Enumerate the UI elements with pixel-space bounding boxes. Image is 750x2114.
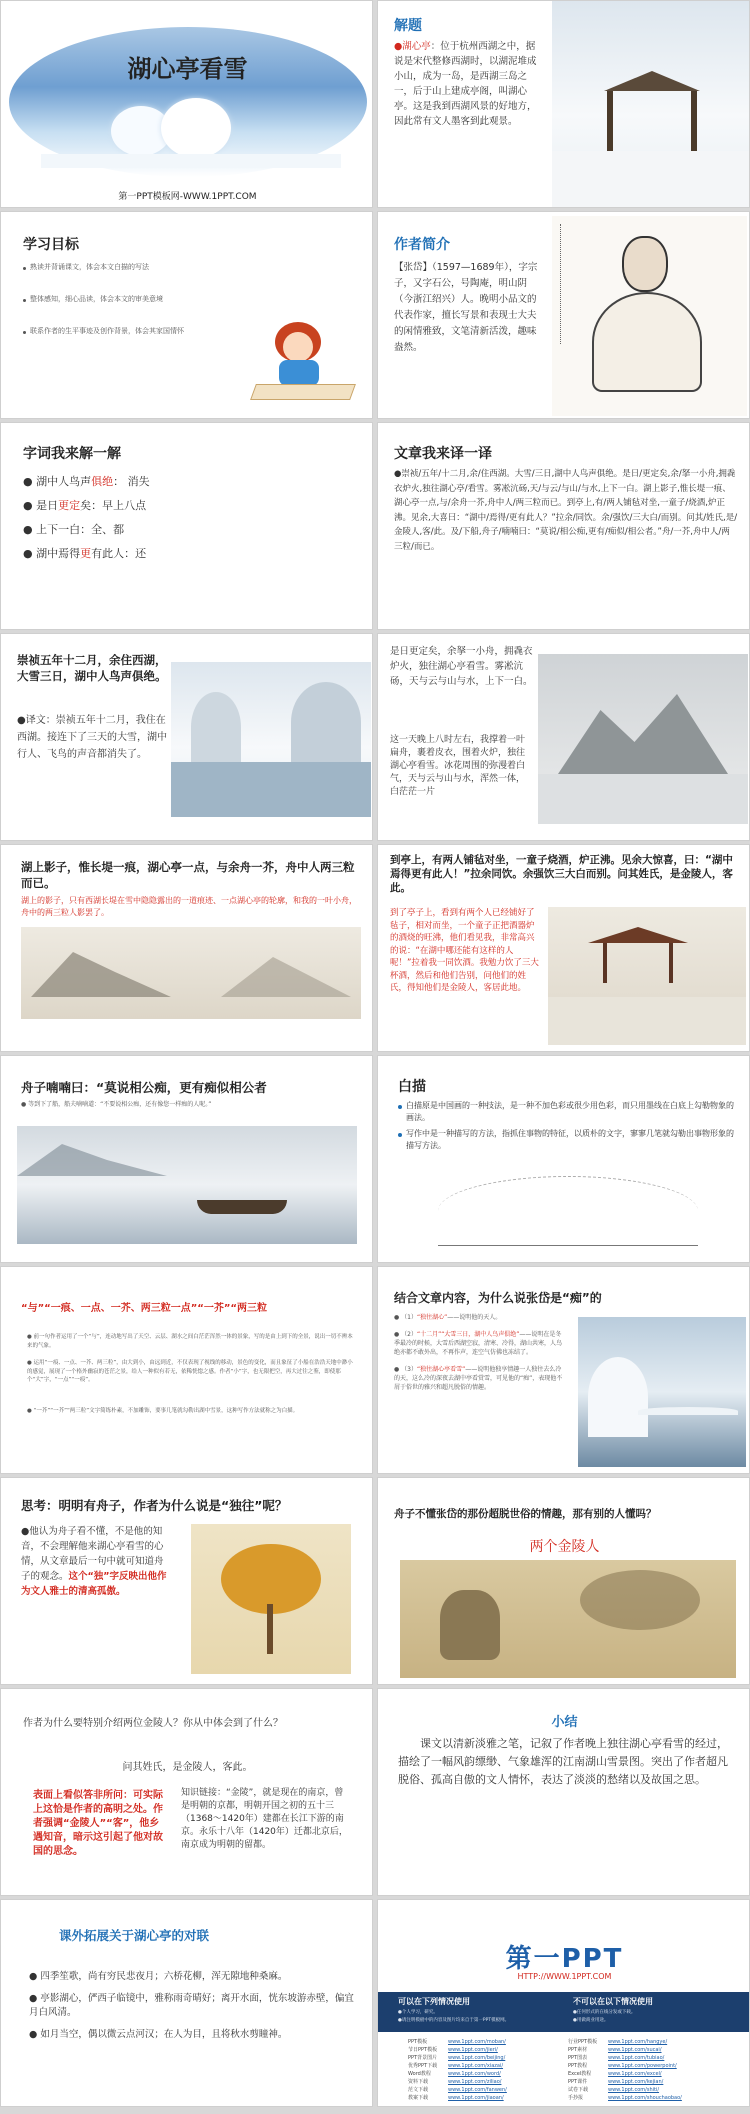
slide-heading: 解题 [394,18,422,34]
analysis-paragraph-1: ● 前一句作者运用了一个“与”，连动地写出了天空、云层、湖水之间白茫茫浑然一体的景象，写的是由上到下的全景，说出一切不辨本来的气象。 [27,1334,353,1349]
cover-footer: 第一PPT模板网-WWW.1PPT.COM [118,192,257,202]
knowledge-link: 知识链接：“金陵”，就是现在的南京，曾是明朝的京都，明朝开国之初的五十三（1368～1420年）建都在长江下游的南京。永乐十八年（1420年）迁都北京后，南京成为明朝的留都。 [181,1788,348,1850]
list-item: ● 是日更定矣：早上八点 [23,499,147,512]
slide-10 [377,844,750,1052]
word-list [23,475,343,561]
zhang-dai-portrait [552,216,747,416]
slide-heading: 舟子不懂张岱的那份超脱世俗的情趣，那有别的人懂吗？ [394,1508,657,1520]
link-label: PPT背景图片 [408,2055,438,2061]
link-label: 教案下载 [408,2095,429,2101]
link-label: 资料下载 [408,2079,429,2085]
link-row [408,2062,738,2070]
slide-heading: 文章我来译一译 [394,446,492,462]
link-url[interactable]: www.1ppt.com/word/ [448,2071,501,2077]
link-url[interactable]: www.1ppt.com/excel/ [608,2071,662,2077]
allowed-item: ●请注明模板中的内容及图片均来自于第一PPT模板网。 [398,2018,510,2023]
list-item: ● 湖中人鸟声俱绝： 消失 [23,475,150,488]
quote-text: 问其姓氏，是金陵人，客此。 [122,1762,253,1773]
translation-text: ●译文：崇祯五年十二月，我住在西湖。接连下了三天的大雪，湖中行人、飞鸟的声音都消失了。 [17,715,167,760]
slide-15 [0,1477,373,1685]
link-label: PPT课件 [568,2079,588,2085]
original-text: 是日更定矣，余拏一小舟，拥毳衣炉火，独往湖心亭看雪。雾凇沆砀，天与云与山与水，上下一白。 [390,646,533,687]
slide-20 [377,1899,750,2107]
slide-heading: 思考：明明有舟子，作者为什么说是“独往”呢？ [21,1498,288,1513]
link-url[interactable]: www.1ppt.com/hangye/ [608,2039,668,2045]
slide-7 [0,633,373,841]
link-url[interactable]: www.1ppt.com/sucai/ [608,2047,662,2053]
link-url[interactable]: www.1ppt.com/shiti/ [608,2087,660,2093]
intro-lead: ●湖心亭 [394,41,431,52]
intro-text [394,39,544,129]
list-item: 联系作者的生平事迹及创作背景，体会其家国情怀 [30,327,184,335]
slide-6 [377,422,750,630]
link-row [408,2078,738,2086]
link-url[interactable]: www.1ppt.com/moban/ [448,2039,506,2045]
slide-3 [0,211,373,419]
slide-2 [377,0,750,208]
pavilion-snow-photo [552,1,750,208]
link-label: Excel教程 [568,2071,592,2077]
link-row [408,2054,738,2062]
slide-11 [0,1055,373,1263]
link-row [408,2086,738,2094]
list-item: ● （1）“独往湖心”——说明他的天人。 [394,1314,502,1321]
slide-heading: 课外拓展关于湖心亭的对联 [59,1928,210,1943]
snowy-lake-photo [171,662,371,817]
link-url[interactable]: www.1ppt.com/kejian/ [608,2079,664,2085]
answer-text: 表面上看似答非所问：可实际上这恰是作者的高明之处。作者强调“金陵人”“客”，他乡遇知音，暗示这引起了他对故国的思念。 [33,1790,163,1857]
link-url[interactable]: www.1ppt.com/ziliao/ [448,2079,502,2085]
snow-mountain-painting [538,654,748,824]
link-table [408,2038,738,2102]
link-label: 试卷下载 [568,2087,589,2093]
slide-17 [0,1688,373,1896]
link-url[interactable]: www.1ppt.com/shouchaobao/ [608,2095,682,2101]
autumn-tree-painting [191,1524,351,1674]
pavilion-painting [548,907,746,1045]
baimiao-list [398,1100,738,1152]
link-label: 行业PPT模板 [568,2039,598,2045]
translation-text: ● 等到下了船，船夫喃喃道：“不要说相公痴，还有像您一样痴的人呢。” [21,1101,212,1108]
list-item: ● （2）“十二月”“大雪三日，湖中人鸟声俱绝”——说明在是冬季最冷的时候，大雪后西湖空寂，清寒、冷得，湖山共寒，人鸟绝亦都不敢外出，不再作声，连空气仿佛也冻结了。 [394,1331,563,1356]
translation-text: ●崇祯/五年/十二月,余/住西湖。大雪/三日,湖中人鸟声俱绝。是日/更定矣,余/拏一小舟,拥毳衣炉火,独往湖心亭/看雪。雾凇沆砀,天/与云/与山/与水,上下一白。湖上影子,惟长堤一痕、湖心亭一点,与/余舟一芥,舟中人/两三粒而已。到亭上,有/两人铺毡对坐,一童子/烧酒,炉正沸。见余,大喜曰：“湖中/焉得/更有此人？”拉余/同饮。余/强饮/三大白/而别。问其/姓氏,是/金陵人,客/此。及/下船,舟子/喃喃曰：“莫说/相公痴,更有/痴似/相公者。”舟/一芥,舟中人/两三粒/而已。 [394,469,738,552]
slide-12 [377,1055,750,1263]
link-label: PPT模板 [408,2039,428,2045]
allowed-heading: 可以在下列情况使用 [398,1997,470,2006]
link-url[interactable]: www.1ppt.com/jiaoan/ [448,2095,504,2101]
slide-14 [377,1266,750,1474]
link-url[interactable]: www.1ppt.com/fanwen/ [448,2087,507,2093]
link-url[interactable]: www.1ppt.com/beijing/ [448,2055,506,2061]
slide-heading: 学习目标 [23,237,79,253]
couplet-list [29,1970,359,2042]
slide-5 [0,422,373,630]
link-url[interactable]: www.1ppt.com/xiazai/ [448,2063,504,2069]
answer-text: 两个金陵人 [529,1539,600,1555]
slide-heading: 舟子喃喃曰：“莫说相公痴，更有痴似相公者 [21,1080,267,1095]
slide-heading: 小结 [551,1715,578,1730]
link-label: PPT素材 [568,2047,588,2053]
slide-16 [377,1477,750,1685]
slide-4 [377,211,750,419]
link-url[interactable]: www.1ppt.com/jieri/ [448,2047,498,2053]
slide-heading: 作者简介 [394,237,450,253]
link-label: PPT图表 [568,2055,588,2061]
brand-url[interactable]: HTTP://WWW.1PPT.COM [517,1972,612,1981]
ink-landscape-painting [21,927,361,1019]
link-row [408,2046,738,2054]
link-label: 优秀PPT下载 [408,2063,438,2069]
list-item: 整体感知，细心品读，体会本文的审美意境 [30,295,163,303]
slide-heading: 到亭上，有两人铺毡对坐，一童子烧酒，炉正沸。见余大惊喜，曰：“湖中焉得更有此人！”拉余同饮。余强饮三大白而别。问其姓氏，是金陵人，客此。 [390,854,733,894]
link-label: 范文下载 [408,2087,429,2093]
link-row [408,2070,738,2078]
link-label: 手抄报 [568,2095,584,2101]
list-item: ● 上下一白：全、都 [23,523,125,536]
disallowed-heading: 不可以在以下情况使用 [573,1997,653,2006]
list-item: 白描原是中国画的一种技法，是一种不加色彩或很少用色彩，而只用墨线在白底上勾勒物象的画法。 [406,1101,734,1122]
chi-reason-list [394,1313,564,1392]
link-label: PPT教程 [568,2063,588,2069]
analysis-paragraph-2: ● 运用“一痕、一点、一芥、两三粒”，由大到小，由远到近，不仅表现了视线的移动，景色的变化，而且象征了小船在浩浩天地中渺小的感觉，展现了一个格外幽寂的苍茫之景，给人一种似有若无，依稀恍惚之感。作者“小”字，也无限把空，再大过往之鉴，即使那个“大”字，“一点”“一痕”。 [27,1360,353,1383]
disallowed-item: ●用做商业用途。 [573,2018,609,2023]
link-row [408,2038,738,2046]
slide-heading: 崇祯五年十二月，余住西湖，大雪三日，湖中人鸟声俱绝。 [17,653,167,683]
slide-19 [0,1899,373,2107]
slide-13 [0,1266,373,1474]
disallowed-item: ●任何形式的在线分发或下载。 [573,2010,636,2015]
summary-text: 课文以清新淡雅之笔，记叙了作者晚上独往湖心亭看雪的经过，描绘了一幅风韵缥缈、气象雄浑的江南湖山雪景图。突出了作者超凡脱俗、孤高自傲的文人情怀，表达了淡淡的愁绪以及故国之思。 [398,1737,728,1786]
boat-snow-painting [17,1126,357,1244]
link-label: 节日PPT模板 [408,2047,438,2053]
link-url[interactable]: www.1ppt.com/powerpoint/ [608,2063,677,2069]
slide-heading: 白描 [398,1079,426,1095]
allowed-item: ●个人学习，研究。 [398,2010,438,2015]
list-item: 熟读并背诵课文，体会本文白描的写法 [30,263,149,271]
list-item: ● 湖中焉得更有此人：还 [23,547,147,560]
slide-heading: “与”“一痕、一点、一芥、两三粒一点”“一芥”“两三粒 [21,1303,268,1314]
intro-body: ：位于杭州西湖之中，据说是宋代整修西湖时，以湖泥堆成小山，成为一岛，是西湖三岛之一，后于山上建成亭阁，叫湖心亭。这是我到西湖风景的好地方，因此常有文人墨客到此观景。 [394,41,537,127]
slide-9 [0,844,373,1052]
line-sketch-illustration [398,1166,738,1256]
list-item: ● 四季笙歌，尚有穷民悲夜月；六桥花柳，浑无隙地种桑麻。 [29,1971,288,1982]
author-text: 【张岱】（1597—1689年），字宗子，又字石公，号陶庵，明山阴（今浙江绍兴）人。晚明小品文的代表作家，擅长写景和表现士大夫的闲情雅致，文笔清新活泼，趣味盎然。 [394,262,538,353]
list-item: ● （3）“独往湖心亭看雪”——说明他独享情趣一人独往去么冷的天，这么冷的深夜去湖中亭看赏雪，可见他的“痴”，表现他不屑于俗世的雅兴和超凡脱俗的情趣。 [394,1366,563,1391]
link-label: Word教程 [408,2071,431,2077]
slide-heading: 字词我来解一解 [23,446,121,462]
list-item: ● 亭影湖心，俨西子临镜中，雅称雨奇晴好；离开水面，恍东坡游赤壁，偏宜月白风清。 [29,1993,354,2018]
link-url[interactable]: www.1ppt.com/tubiao/ [608,2055,665,2061]
translation-text: 湖上的影子，只有西湖长堤在雪中隐隐露出的一道痕迹、一点湖心亭的轮廓，和我的一叶小舟，舟中的两三粒人影罢了。 [21,896,357,917]
link-row [408,2094,738,2102]
slide-1 [0,0,373,208]
snowy-bridge-photo [578,1317,746,1467]
slide-8 [377,633,750,841]
list-item: ● 如月当空，偶以微云点河汉；在人为目，且将秋水剪瞳神。 [29,2029,288,2040]
translation-text: 到了亭子上，看到有两个人已经铺好了毡子，相对而坐，一个童子正把酒器炉的酒烧的旺沸，他们看见我，非常高兴的说：“在湖中哪还能有这样的人呢！”拉着我一同饮酒。我勉力饮了三大杯酒，然后和他们告别，问他们的姓氏，得知他们是金陵人，客居此地。 [390,908,539,993]
analysis-paragraph-3: ● “一芥”“一芥”“两三粒”文字简练朴素，不加雕饰，要事几笔就勾勒出湖中雪景，这种写作方法就称之为白描。 [27,1408,299,1414]
slide-heading: 结合文章内容，为什么说张岱是“痴”的 [394,1291,602,1305]
goal-list [23,262,253,336]
slide-18 [377,1688,750,1896]
cover-title: 湖心亭看雪 [127,55,248,83]
snow-trees-illustration [41,106,341,166]
scholars-painting [400,1560,736,1678]
answer-text: ●他认为舟子看不懂，不是他的知音，不会理解他来湖心亭看雪的心情，从文章最后一句中就可知道舟子的观念。这个“独”字反映出他作为文人雅士的清高孤傲。 [21,1526,167,1597]
list-item: 写作中是一种描写的方法，指抓住事物的特征，以质朴的文字，寥寥几笔就勾勒出事物形象的描写方法。 [406,1129,734,1150]
question-text: 作者为什么要特别介绍两位金陵人？你从中体会到了什么？ [23,1718,283,1729]
usage-banner [378,1992,750,2032]
translation-text: 这一天晚上八时左右，我撑着一叶扁舟，裹着皮衣，围着火炉，独往湖心亭看雪。冰花周围的弥漫着白气，天与云与山与水，浑然一体，白茫茫一片 [390,735,526,797]
girl-reading-illustration [253,322,353,412]
slide-heading: 湖上影子，惟长堤一痕，湖心亭一点，与余舟一芥，舟中人两三粒而已。 [21,860,355,890]
brand-logo: 第一PPT [505,1944,624,1974]
